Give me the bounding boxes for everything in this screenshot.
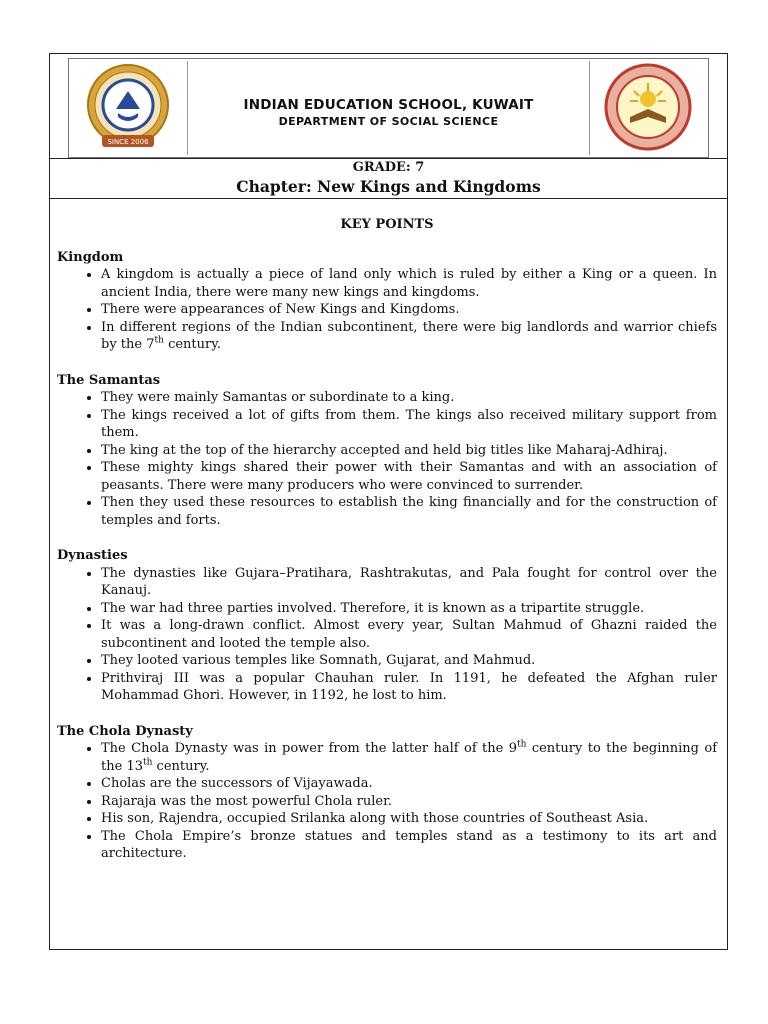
- section-kingdom: [57, 249, 717, 354]
- list-item: • Then they used these resources to establish the king financially and for the construction of temples and forts.: [101, 494, 717, 529]
- list-item: • There were appearances of New Kings and Kingdoms.: [101, 301, 717, 319]
- list-item: • The war had three parties involved. Therefore, it is known as a tripartite struggle.: [101, 600, 717, 618]
- section-title: The Chola Dynasty: [57, 723, 193, 739]
- list-item: • These mighty kings shared their power with their Samantas and with an association of peasants. There were many producers who were convinced to surrender.: [101, 459, 717, 494]
- list-item: • The dynasties like Gujara–Pratihara, Rashtrakutas, and Pala fought for control over the Kanauj.: [101, 565, 717, 600]
- list-item: • They looted various temples like Somnath, Gujarat, and Mahmud.: [101, 652, 717, 670]
- bullet-list: [57, 266, 717, 354]
- notes-body: [57, 216, 717, 881]
- grade-label: GRADE: 7: [352, 160, 425, 175]
- chapter-title: Chapter: New Kings and Kingdoms: [236, 177, 541, 196]
- bullet-list: [57, 740, 717, 863]
- divider: [50, 158, 727, 159]
- list-item: • Cholas are the successors of Vijayawada.: [101, 775, 717, 793]
- key-points-heading: KEY POINTS: [340, 217, 434, 232]
- section-title: The Samantas: [57, 372, 161, 388]
- bhavan-emblem-icon: [72, 61, 184, 153]
- department-name: DEPARTMENT OF SOCIAL SCIENCE: [278, 115, 499, 128]
- list-item: • Rajaraja was the most powerful Chola ruler.: [101, 793, 717, 811]
- list-item: • Prithviraj III was a popular Chauhan ruler. In 1191, he defeated the Afghan ruler Mohammad Ghori. However, in 1192, he lost to him.: [101, 670, 717, 705]
- school-name: INDIAN EDUCATION SCHOOL, KUWAIT: [243, 97, 534, 113]
- list-item: • The kings received a lot of gifts from them. The kings also received military support from them.: [101, 407, 717, 442]
- list-item: • The Chola Dynasty was in power from the latter half of the 9th century to the beginning of the 13th century.: [101, 740, 717, 775]
- bullet-list: [57, 565, 717, 705]
- bullet-list: [57, 389, 717, 529]
- school-logo-right: [589, 61, 705, 155]
- list-item: • It was a long-drawn conflict. Almost every year, Sultan Mahmud of Ghazni raided the subcontinent and looted the temple also.: [101, 617, 717, 652]
- list-item: • The Chola Empire’s bronze statues and temples stand as a testimony to its art and architecture.: [101, 828, 717, 863]
- ies-seal-icon: [590, 61, 702, 153]
- list-item: • The king at the top of the hierarchy accepted and held big titles like Maharaj-Adhiraj.: [101, 442, 717, 460]
- section-samantas: [57, 372, 717, 530]
- school-logo-left: [72, 61, 188, 155]
- list-item: • They were mainly Samantas or subordinate to a king.: [101, 389, 717, 407]
- section-title: Kingdom: [57, 249, 124, 265]
- list-item: • In different regions of the Indian subcontinent, there were big landlords and warrior chiefs by the 7th century.: [101, 319, 717, 354]
- section-chola-dynasty: [57, 723, 717, 863]
- list-item: • His son, Rajendra, occupied Srilanka along with those countries of Southeast Asia.: [101, 810, 717, 828]
- svg-text:SINCE 2006: SINCE 2006: [107, 138, 149, 146]
- section-title: Dynasties: [57, 548, 128, 563]
- section-dynasties: [57, 547, 717, 705]
- document-frame: [49, 53, 728, 950]
- letterhead: [68, 58, 709, 158]
- list-item: • A kingdom is actually a piece of land only which is ruled by either a King or a queen. In ancient India, there were many new kings and kingdoms.: [101, 266, 717, 301]
- divider: [50, 198, 727, 199]
